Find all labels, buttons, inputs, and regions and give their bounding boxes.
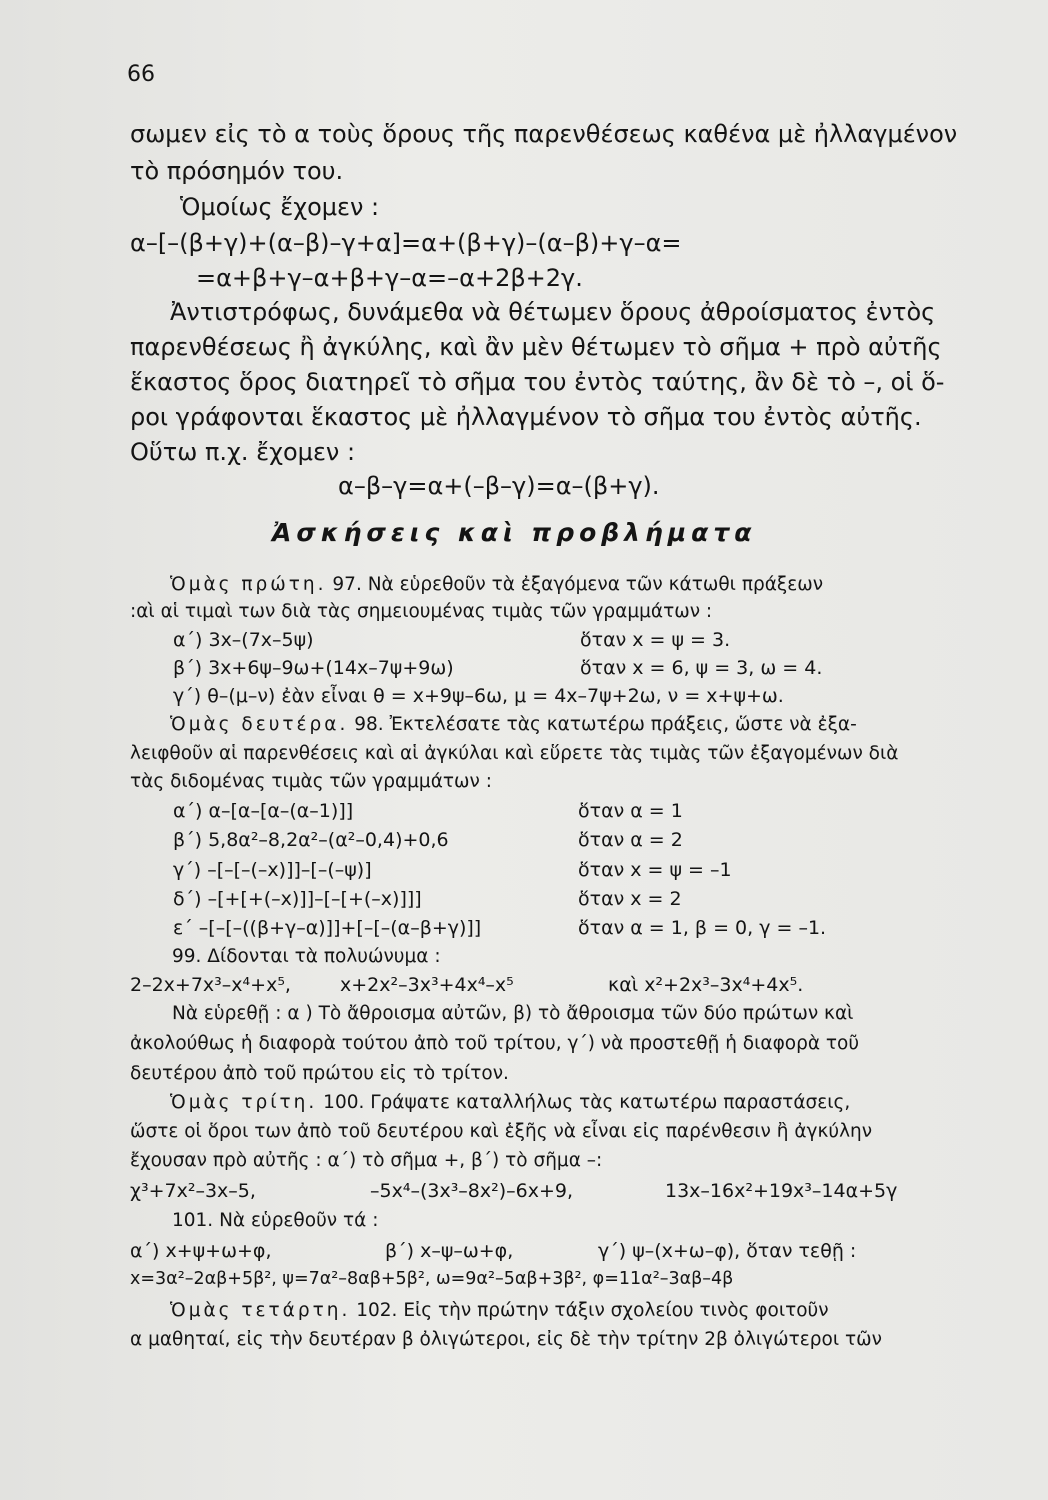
exercise-condition: ὅταν x = ψ = –1 bbox=[578, 859, 732, 881]
exercise-condition: ὅταν x = 6, ψ = 3, ω = 4. bbox=[580, 657, 823, 679]
theory-line: Ἀντιστρόφως, δυνάμεθα νὰ θέτωμεν ὅρους ἀθροίσματος ἐντὸς bbox=[170, 298, 936, 326]
theory-line: παρενθέσεως ἢ ἀγκύλης, καὶ ἂν μὲν θέτωμεν τὸ σῆμα + πρὸ αὐτῆς bbox=[130, 333, 942, 361]
polynomial: 2–2x+7x³–x⁴+x⁵, bbox=[130, 974, 291, 996]
exercise-item: β΄) x–ψ–ω+φ, bbox=[385, 1240, 514, 1262]
exercise-condition: ὅταν α = 1, β = 0, γ = –1. bbox=[578, 917, 827, 939]
exercise-text: :αὶ αἱ τιμαὶ των διὰ τὰς σημειουμένας τιμὰς τῶν γραμμάτων : bbox=[130, 601, 713, 622]
page-number: 66 bbox=[127, 62, 155, 87]
group-label: Ὁμὰς δευτέρα. bbox=[170, 714, 349, 735]
exercise-text: 102. Εἰς τὴν πρώτην τάξιν σχολείου τινὸς φοιτοῦν bbox=[356, 1300, 829, 1321]
exercise-item: γ΄) θ–(μ–ν) ἐὰν εἶναι θ = x+9ψ–6ω, μ = 4x–7ψ+2ω, ν = x+ψ+ω. bbox=[173, 685, 784, 707]
expression: 13x–16x²+19x³–14α+5γ bbox=[665, 1180, 898, 1202]
exercise-text: δευτέρου ἀπὸ τοῦ πρώτου εἰς τὸ τρίτον. bbox=[130, 1063, 509, 1084]
section-heading: Ἀσκήσεις καὶ προβλήματα bbox=[272, 518, 757, 547]
group-label: Ὁμὰς τετάρτη. bbox=[170, 1300, 351, 1321]
variable-values: x=3α²–2αβ+5β², ψ=7α²–8αβ+5β², ω=9α²–5αβ+3β², φ=11α²–3αβ–4β bbox=[130, 1269, 734, 1289]
theory-line: Οὕτω π.χ. ἔχομεν : bbox=[130, 438, 356, 466]
exercise-item: γ΄) –[–[–(–x)]]–[–(–ψ)] bbox=[173, 859, 372, 881]
group-3-intro bbox=[170, 1094, 850, 1113]
exercise-text: α μαθηταί, εἰς τὴν δευτέραν β ὀλιγώτεροι, εἰς δὲ τὴν τρίτην 2β ὀλιγώτεροι τῶν bbox=[130, 1329, 882, 1350]
exercise-item: β΄) 3x+6ψ–9ω+(14x–7ψ+9ω) bbox=[173, 657, 454, 679]
exercise-text: ἔχουσαν πρὸ αὐτῆς : α΄) τὸ σῆμα +, β΄) τὸ σῆμα –: bbox=[130, 1150, 603, 1171]
equation: α–[–(β+γ)+(α–β)–γ+α]=α+(β+γ)–(α–β)+γ–α= bbox=[130, 229, 682, 257]
exercise-item: ε΄ –[–[–((β+γ–α)]]+[–[–(α–β+γ)]] bbox=[173, 917, 482, 939]
exercise-condition: ὅταν α = 1 bbox=[578, 800, 683, 822]
exercise-text: 98. Ἐκτελέσατε τὰς κατωτέρω πράξεις, ὥστε νὰ ἐξα- bbox=[354, 714, 857, 735]
exercise-text: 100. Γράψατε καταλλήλως τὰς κατωτέρω παραστάσεις, bbox=[323, 1092, 851, 1113]
exercise-item: δ΄) –[+[+(–x)]]–[–[+(–x)]]] bbox=[173, 888, 422, 910]
equation: =α+β+γ–α+β+γ–α=–α+2β+2γ. bbox=[196, 264, 583, 292]
exercise-text: 101. Νὰ εὑρεθοῦν τά : bbox=[172, 1210, 379, 1231]
exercise-text: λειφθοῦν αἱ παρενθέσεις καὶ αἱ ἀγκύλαι καὶ εὕρετε τὰς τιμὰς τῶν ἐξαγομένων διὰ bbox=[130, 743, 899, 764]
exercise-condition: ὅταν x = ψ = 3. bbox=[580, 629, 731, 651]
exercise-item: γ΄) ψ–(x+ω–φ), ὅταν τεθῇ : bbox=[598, 1240, 857, 1262]
expression: χ³+7x²–3x–5, bbox=[130, 1180, 256, 1202]
theory-line: Ὁμοίως ἔχομεν : bbox=[180, 193, 380, 221]
exercise-text: ὥστε οἱ ὅροι των ἀπὸ τοῦ δευτέρου καὶ ἑξῆς νὰ εἶναι εἰς παρένθεσιν ἢ ἀγκύλην bbox=[130, 1121, 873, 1142]
exercise-text: 99. Δίδονται τὰ πολυώνυμα : bbox=[172, 946, 441, 967]
group-label: Ὁμὰς τρίτη. bbox=[170, 1092, 318, 1113]
group-1-intro bbox=[170, 576, 823, 595]
group-2-intro bbox=[170, 716, 857, 735]
theory-line: ἕκαστος ὅρος διατηρεῖ τὸ σῆμα του ἐντὸς ταύτης, ἂν δὲ τὸ –, οἱ ὅ- bbox=[130, 368, 945, 396]
exercise-item: α΄) x+ψ+ω+φ, bbox=[130, 1240, 272, 1262]
polynomial: x+2x²–3x³+4x⁴–x⁵ bbox=[340, 974, 514, 996]
exercise-item: β΄) 5,8α²–8,2α²–(α²–0,4)+0,6 bbox=[173, 829, 449, 851]
theory-line: σωμεν εἰς τὸ α τοὺς ὅρους τῆς παρενθέσεως καθένα μὲ ἠλλαγμένον bbox=[130, 120, 958, 148]
exercise-condition: ὅταν x = 2 bbox=[578, 888, 682, 910]
exercise-text: 97. Νὰ εὑρεθοῦν τὰ ἐξαγόμενα τῶν κάτωθι πράξεων bbox=[332, 574, 824, 595]
exercise-condition: ὅταν α = 2 bbox=[578, 829, 683, 851]
exercise-item: α΄) 3x–(7x–5ψ) bbox=[173, 629, 314, 651]
expression: –5x⁴–(3x³–8x²)–6x+9, bbox=[370, 1180, 574, 1202]
theory-line: τὸ πρόσημόν του. bbox=[130, 157, 344, 185]
exercise-text: Νὰ εὑρεθῇ : α ) Τὸ ἄθροισμα αὐτῶν, β) τὸ ἄθροισμα τῶν δύο πρώτων καὶ bbox=[172, 1003, 854, 1024]
group-label: Ὁμὰς πρώτη. bbox=[170, 574, 327, 595]
group-4-intro bbox=[170, 1302, 829, 1321]
exercise-text: τὰς διδομένας τιμὰς τῶν γραμμάτων : bbox=[130, 771, 492, 792]
exercise-item: α΄) α–[α–[α–(α–1)]] bbox=[173, 800, 354, 822]
equation: α–β–γ=α+(–β–γ)=α–(β+γ). bbox=[338, 472, 660, 500]
theory-line: ροι γράφονται ἕκαστος μὲ ἠλλαγμένον τὸ σῆμα του ἐντὸς αὐτῆς. bbox=[130, 403, 922, 431]
polynomial: καὶ x²+2x³–3x⁴+4x⁵. bbox=[608, 974, 804, 996]
exercise-text: ἀκολούθως ἡ διαφορὰ τούτου ἀπὸ τοῦ τρίτου, γ΄) νὰ προστεθῇ ἡ διαφορὰ τοῦ bbox=[130, 1033, 860, 1054]
